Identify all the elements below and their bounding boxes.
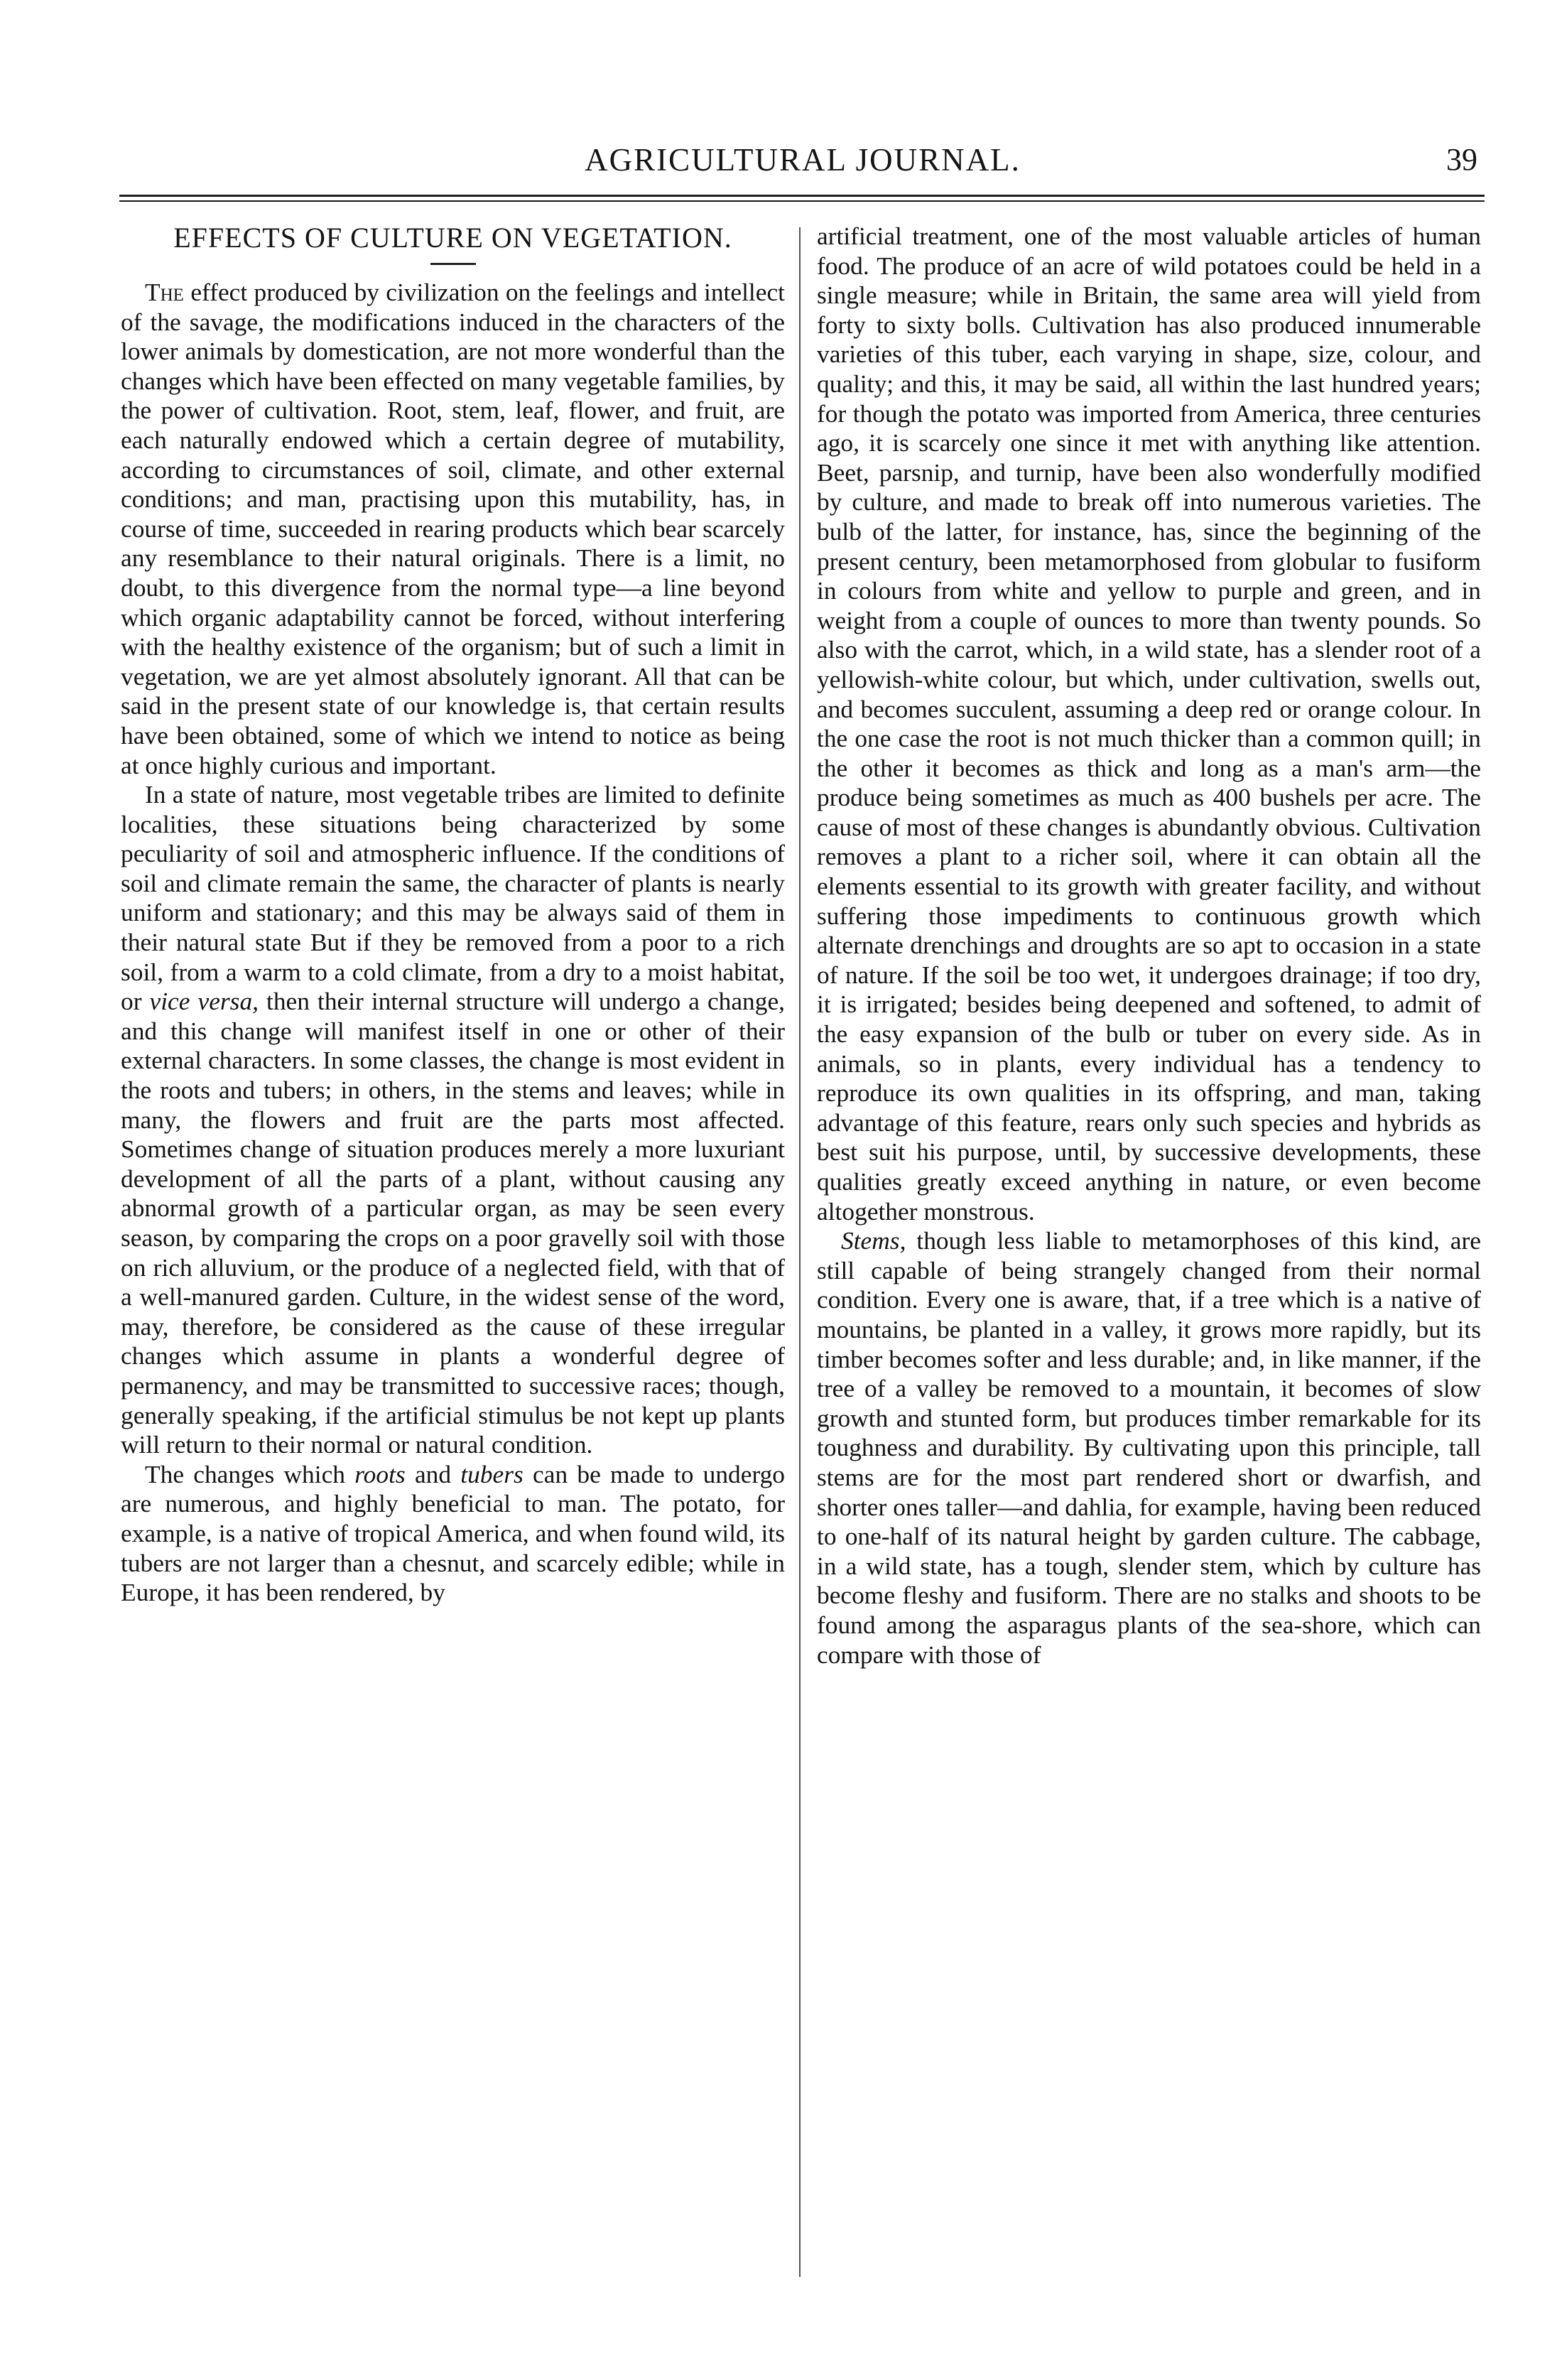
page-number: 39 bbox=[1446, 142, 1477, 177]
page-header bbox=[121, 139, 1485, 181]
paragraph-3-and: and bbox=[414, 1459, 452, 1488]
paragraph-1-lead: The bbox=[145, 278, 184, 306]
column-divider bbox=[799, 227, 801, 2277]
header-rule-thin bbox=[119, 200, 1485, 202]
left-column bbox=[121, 222, 785, 1608]
paragraph-1 bbox=[121, 278, 785, 780]
paragraph-1-text: effect produced by civilization on the feelings and intellect of the savage, the modifications induced in the characters of the lower animals by domestication, are not more wonderful than the changes which have been effected on many vegetable families, by the power of cultivation. Root, stem, leaf, flower, and fruit, are each naturally endowed which a certain degree of mutability, according to circumstances of soil, climate, and other external conditions; and man, practising upon this mutability, has, in course of time, succeeded in rearing products which bear scarcely any resemblance to their natural originals. There is a limit, no doubt, to this divergence from the normal type—a line beyond which organic adaptability cannot be forced, without interfering with the healthy existence of the organism; but of such a limit in vegetation, we are yet almost absolutely ignorant. All that can be said in the present state of our knowledge is, that certain results have been obtained, some of which we intend to notice as being at once highly curious and important. bbox=[121, 278, 785, 779]
title-dash bbox=[430, 263, 476, 265]
running-title: AGRICULTURAL JOURNAL. bbox=[585, 142, 1021, 178]
article-title: EFFECTS OF CULTURE ON VEGETATION. bbox=[173, 222, 732, 254]
paragraph-2 bbox=[121, 780, 785, 1460]
paragraph-3-continued: artificial treatment, one of the most valuable articles of human food. The produce of an acre of wild potatoes could be held in a single measure; while in Britain, the same area will yield from forty to sixty bolls. Cultivation has also produced innumerable varieties of this tuber, each varying in shape, size, colour, and quality; and this, it may be said, all within the last hundred years; for though the potato was imported from America, three centuries ago, it is scarcely one since it met with anything like attention. Beet, parsnip, and turnip, have been also wonderfully modified by culture, and made to break off into numerous varieties. The bulb of the latter, for instance, has, since the beginning of the present century, been metamorphosed from globular to fusiform in colours from white and yellow to purple and green, and in weight from a couple of ounces to more than twenty pounds. So also with the carrot, which, in a wild state, has a slender root of a yellowish-white colour, but which, under cultivation, swells out, and becomes succulent, assuming a deep red or orange colour. In the one case the root is not much thicker than a common quill; in the other it becomes as thick and long as a man's arm—the produce being sometimes as much as 400 bushels per acre. The cause of most of these changes is abundantly obvious. Cultivation removes a plant to a richer soil, where it can obtain all the elements essential to its growth with greater facility, and without suffering those impediments to continuous growth which alternate drenchings and droughts are so apt to occasion in a state of nature. If the soil be too wet, it undergoes drainage; if too dry, it is irrigated; besides being deepened and softened, to admit of the easy expansion of the bulb or tuber on every side. As in animals, so in plants, every individual has a tendency to reproduce its own qualities in its offspring, and man, taking advantage of this feature, rears only such species and hybrids as best suit his purpose, until, by successive developments, these qualities greatly exceed anything in nature, or even become altogether monstrous. bbox=[817, 222, 1481, 1226]
paragraph-4-lead: Stems, bbox=[841, 1226, 906, 1255]
paragraph-2-text-b: then their internal structure will undergo a change, and this change will manifest itself in one or other of their external characters. In some classes, the change is most evident in the roots and tubers; in others, in the stems and leaves; while in many, the flowers and fruit are the parts most affected. Sometimes change of situation produces merely a more luxuriant development of all the parts of a plant, without causing any abnormal growth of a particular organ, as may be seen every season, by comparing the crops on a poor gravelly soil with those on rich alluvium, or the produce of a neglected field, with that of a well-manured garden. Culture, in the widest sense of the word, may, therefore, be considered as the cause of these irregular changes which assume in plants a wonderful degree of permanency, and may be transmitted to successive races; though, generally speaking, if the artificial stimulus be not kept up plants will return to their normal or natural condition. bbox=[121, 987, 786, 1459]
paragraph-3-tubers: tubers bbox=[460, 1459, 523, 1488]
paragraph-4-text: though less liable to metamorphoses of this kind, are still capable of being strangely changed from their normal condition. Every one is aware, that, if a tree which is a native of mountains, be planted in a valley, it grows more rapidly, but its timber becomes softer and less durable; and, in like manner, if the tree of a valley be removed to a mountain, it becomes of slow growth and stunted form, but produces timber remarkable for its toughness and durability. By cultivating upon this principle, tall stems are for the most part rendered short or dwarfish, and shorter ones taller—and dahlia, for example, having been reduced to one-half of its natural height by garden culture. The cabbage, in a wild state, has a tough, slender stem, which by culture has become fleshy and fusiform. There are no stalks and shoots to be found among the asparagus plants of the sea-shore, which can compare with those of bbox=[817, 1226, 1481, 1669]
paragraph-4 bbox=[817, 1226, 1481, 1670]
header-rule bbox=[119, 195, 1485, 197]
paragraph-3-roots: roots bbox=[354, 1459, 406, 1488]
paragraph-3 bbox=[121, 1460, 785, 1608]
paragraph-3-text-a: The changes which bbox=[145, 1459, 345, 1488]
paragraph-2-text-a: In a state of nature, most vegetable tribes are limited to definite localities, these situations being characterized by some peculiarity of soil and atmospheric influence. If the conditions of soil and climate remain the same, the character of plants is nearly uniform and stationary; and this may be always said of them in their natural state But if they be removed from a poor to a rich soil, from a warm to a cold climate, from a dry to a moist habitat, or bbox=[121, 780, 785, 1016]
right-column bbox=[817, 222, 1481, 1670]
paragraph-3-text-b: can be made to undergo are numerous, and highly beneficial to man. The potato, for example, is a native of tropical America, and when found wild, its tubers are not larger than a chesnut, and scarcely edible; while in Europe, it has been rendered, by bbox=[121, 1459, 785, 1607]
paragraph-2-italic: vice versa, bbox=[149, 987, 259, 1016]
